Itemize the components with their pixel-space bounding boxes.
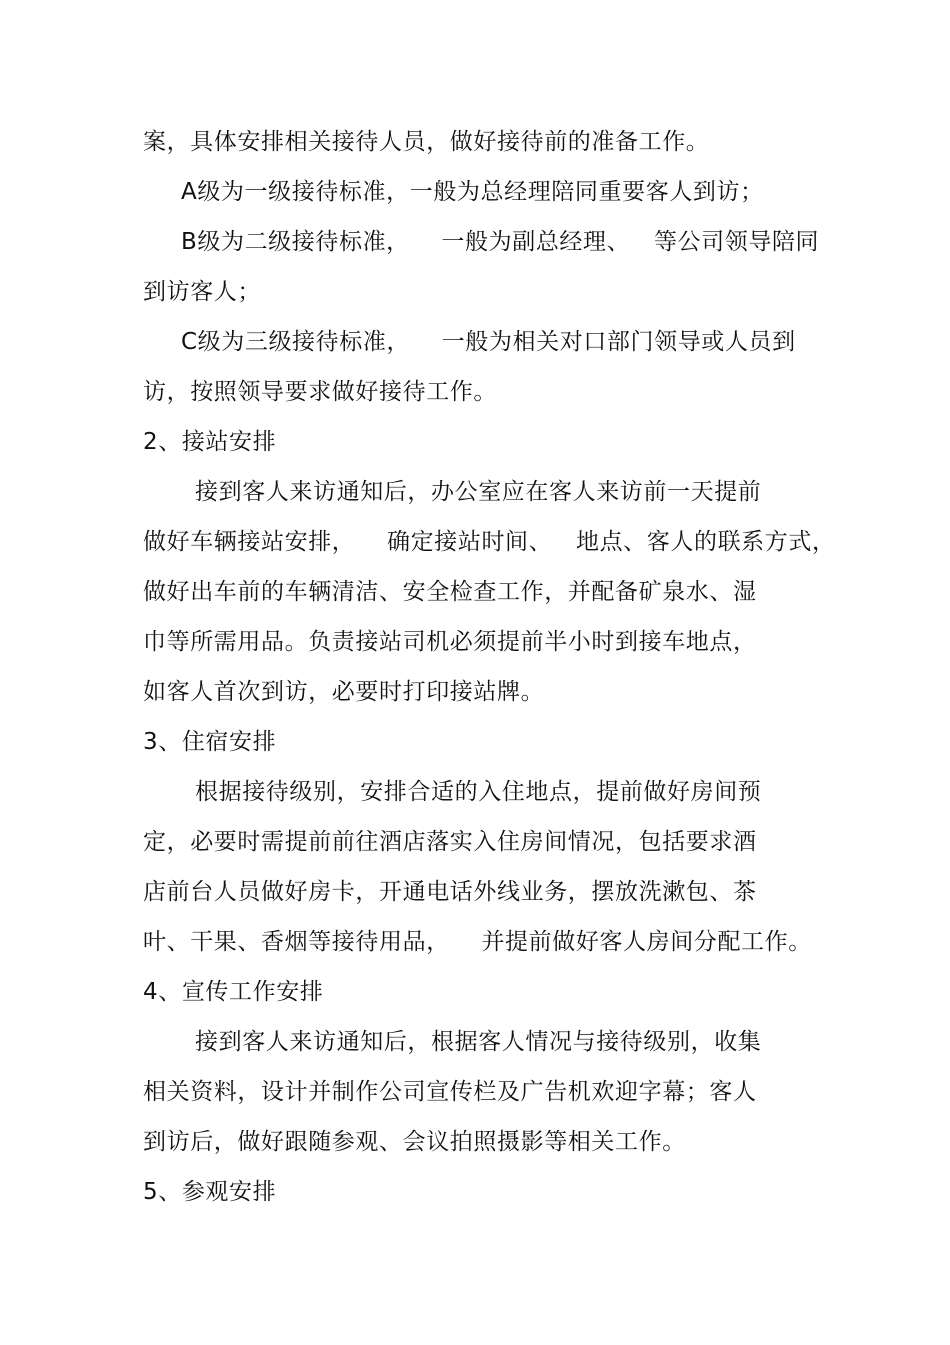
paragraph-line: 叶、干果、香烟等接待用品， 并提前做好客人房间分配工作。 xyxy=(143,929,812,955)
paragraph-line: 定，必要时需提前前往酒店落实入住房间情况，包括要求酒 xyxy=(143,829,757,855)
paragraph-line: 做好车辆接站安排， 确定接站时间、 地点、客人的联系方式， xyxy=(143,529,836,555)
paragraph-line: C级为三级接待标准， 一般为相关对口部门领导或人员到 xyxy=(181,329,796,355)
paragraph-line: 访，按照领导要求做好接待工作。 xyxy=(143,379,497,405)
paragraph-line: 店前台人员做好房卡，开通电话外线业务，摆放洗漱包、茶 xyxy=(143,879,757,905)
paragraph-line: 做好出车前的车辆清洁、安全检查工作，并配备矿泉水、湿 xyxy=(143,579,757,605)
paragraph-line: 到访客人； xyxy=(143,279,261,305)
paragraph-line: 根据接待级别，安排合适的入住地点，提前做好房间预 xyxy=(195,779,762,805)
section-heading: 2、接站安排 xyxy=(143,429,277,455)
paragraph-line: 案，具体安排相关接待人员，做好接待前的准备工作。 xyxy=(143,129,710,155)
paragraph-line: 接到客人来访通知后，根据客人情况与接待级别，收集 xyxy=(195,1029,762,1055)
section-heading: 3、住宿安排 xyxy=(143,729,277,755)
paragraph-line: 相关资料，设计并制作公司宣传栏及广告机欢迎字幕；客人 xyxy=(143,1079,757,1105)
paragraph-line: 到访后，做好跟随参观、会议拍照摄影等相关工作。 xyxy=(143,1129,686,1155)
section-heading: 4、宣传工作安排 xyxy=(143,979,324,1005)
paragraph-line: 如客人首次到访，必要时打印接站牌。 xyxy=(143,679,545,705)
paragraph-line: B级为二级接待标准， 一般为副总经理、 等公司领导陪同 xyxy=(181,229,820,255)
paragraph-line: A级为一级接待标准，一般为总经理陪同重要客人到访； xyxy=(181,179,764,205)
paragraph-line: 接到客人来访通知后，办公室应在客人来访前一天提前 xyxy=(195,479,762,505)
section-heading: 5、参观安排 xyxy=(143,1179,277,1205)
paragraph-line: 巾等所需用品。负责接站司机必须提前半小时到接车地点， xyxy=(143,629,757,655)
